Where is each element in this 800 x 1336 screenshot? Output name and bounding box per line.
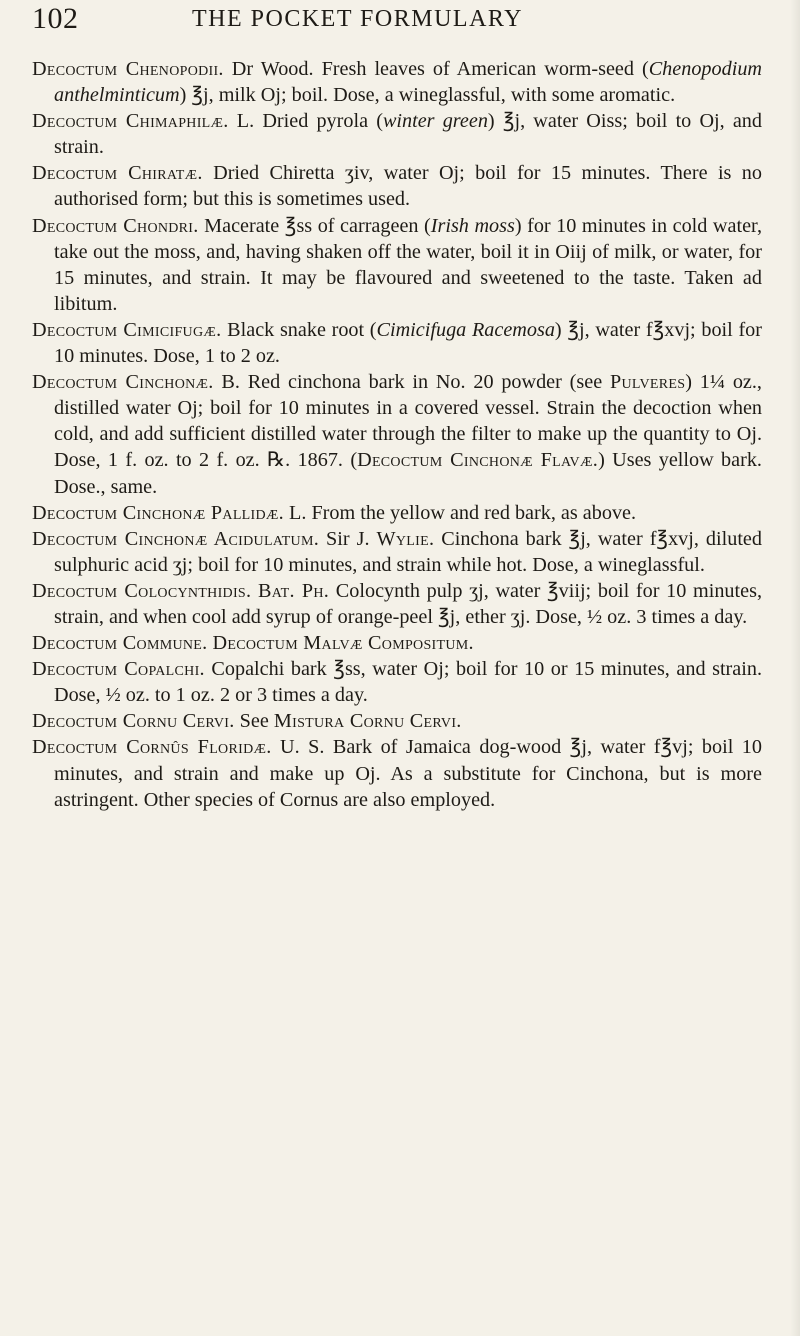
- formulary-entry: [32, 160, 762, 212]
- formulary-entry: [32, 500, 762, 526]
- entry-text: Copalchi bark ℥ss, water Oj; boil for 10 or 15 minutes, and strain. Dose, ½ oz. to 1 oz. 2 or 3 times a day.: [54, 658, 762, 707]
- page-header: [32, 0, 762, 44]
- entry-title: Decoctum Chiratæ.: [32, 162, 203, 185]
- entry-text: Macerate ℥ss of carrageen (: [198, 214, 431, 237]
- entry-text: L. From the yellow and red bark, as above.: [283, 501, 637, 524]
- entry-text: ) for 10 minutes in cold water, take out the moss, and, having shaken off the water, boil it in Oiij of milk, or water, for 15 minutes, and strain. It may be flavoured and sweetened to the taste. Taken ad libitum.: [54, 214, 762, 315]
- entry-title: Decoctum Cornu Cervi.: [32, 710, 235, 733]
- formulary-entry: [32, 108, 762, 160]
- formulary-entry: [32, 526, 762, 578]
- entry-title: Decoctum Cinchonæ Acidulatum.: [32, 527, 320, 550]
- formulary-entry: [32, 630, 762, 656]
- page-edge-shadow: [790, 0, 800, 1336]
- entry-title: Decoctum Chenopodii.: [32, 58, 224, 80]
- formulary-entry: [32, 734, 762, 812]
- formulary-entry: [32, 578, 762, 630]
- entry-title: Decoctum Cinchonæ Pallidæ.: [32, 501, 284, 524]
- formulary-entry: [32, 656, 762, 708]
- entry-text: U. S. Bark of Jamaica dog-wood ℥j, water f℥vj; boil 10 minutes, and strain and make up Oj. As a substitute for Cinchona, but is more astringent. Other species of Cornus are also employed.: [54, 736, 762, 811]
- running-head: THE POCKET FORMULARY: [192, 6, 523, 32]
- entry-title: Decoctum Cinchonæ.: [32, 371, 214, 394]
- formulary-entry: [32, 56, 762, 108]
- entry-text: Cinchona bark ℥j, water f℥xvj, diluted sulphuric acid ʒj; boil for 10 minutes, and strain while hot. Dose, a wineglassful.: [54, 527, 762, 576]
- entry-text: ) ℥j, water Oiss; boil to Oj, and strain.: [54, 110, 762, 159]
- formulary-entry: [32, 708, 762, 734]
- entry-text: ) 1¼ oz., distilled water Oj; boil for 10 minutes in a covered vessel. Strain the decoction when cold, and add sufficient distilled water through the filter to make up the quantity to Oj. Dose, 1 f. oz. to 2 f. oz. ℞. 1867. (: [54, 371, 762, 472]
- entry-title: Decoctum Chondri.: [32, 214, 199, 237]
- entry-text: ) Uses yellow bark. Dose., same.: [54, 449, 762, 498]
- entry-text: See: [234, 710, 274, 733]
- entry-italic-text: Cimicifuga Racemosa: [376, 318, 555, 341]
- entry-text: Black snake root (: [221, 318, 377, 341]
- entry-title: Decoctum Cornûs Floridæ.: [32, 736, 272, 759]
- entry-text: L. Dried pyrola (: [228, 110, 383, 133]
- entry-text: Colocynth pulp ʒj, water ℥viij; boil for 10 minutes, strain, and when cool add syrup of orange-peel ℥j, ether ʒj. Dose, ½ oz. 3 times a day.: [54, 579, 762, 628]
- entry-text: ) ℥j, milk Oj; boil. Dose, a wineglassful, with some aromatic.: [179, 84, 676, 107]
- entry-text: Dried Chiretta ʒiv, water Oj; boil for 15 minutes. There is no authorised form; but this is sometimes used.: [54, 162, 762, 211]
- entry-italic-text: Irish moss: [430, 214, 515, 237]
- entry-text: ) ℥j, water f℥xvj; boil for 10 minutes. Dose, 1 to 2 oz.: [54, 318, 762, 368]
- entry-title: Decoctum Cimicifugæ.: [32, 318, 222, 341]
- entry-text: Dr Wood. Fresh leaves of American worm-seed (: [223, 58, 649, 80]
- entry-italic-text: Chenopodium anthelminticum: [54, 58, 762, 107]
- formulary-entries: [32, 56, 762, 813]
- entry-cross-reference: Bat. Ph.: [258, 579, 330, 602]
- entry-title: Decoctum Copalchi.: [32, 658, 205, 681]
- entry-title: Decoctum Colocynthidis.: [32, 579, 252, 602]
- entry-cross-reference: Mistura Cornu Cervi.: [273, 710, 462, 733]
- entry-text: B. Red cinchona bark in No. 20 powder (see: [213, 371, 610, 394]
- formulary-entry: [32, 369, 762, 499]
- formulary-entry: [32, 213, 762, 317]
- entry-title: Decoctum Chimaphilæ.: [32, 110, 229, 133]
- entry-text: Sir J.: [319, 527, 377, 550]
- page-number: 102: [32, 2, 79, 35]
- entry-title: Decoctum Commune.: [32, 632, 208, 655]
- entry-italic-text: winter green: [382, 110, 488, 133]
- entry-cross-reference: Pulveres: [609, 371, 686, 394]
- entry-cross-reference: Decoctum Malvæ Compositum.: [212, 632, 474, 655]
- entry-cross-reference: Decoctum Cinchonæ Flavæ.: [357, 449, 599, 472]
- formulary-entry: [32, 317, 762, 369]
- entry-cross-reference: Wylie.: [376, 527, 435, 550]
